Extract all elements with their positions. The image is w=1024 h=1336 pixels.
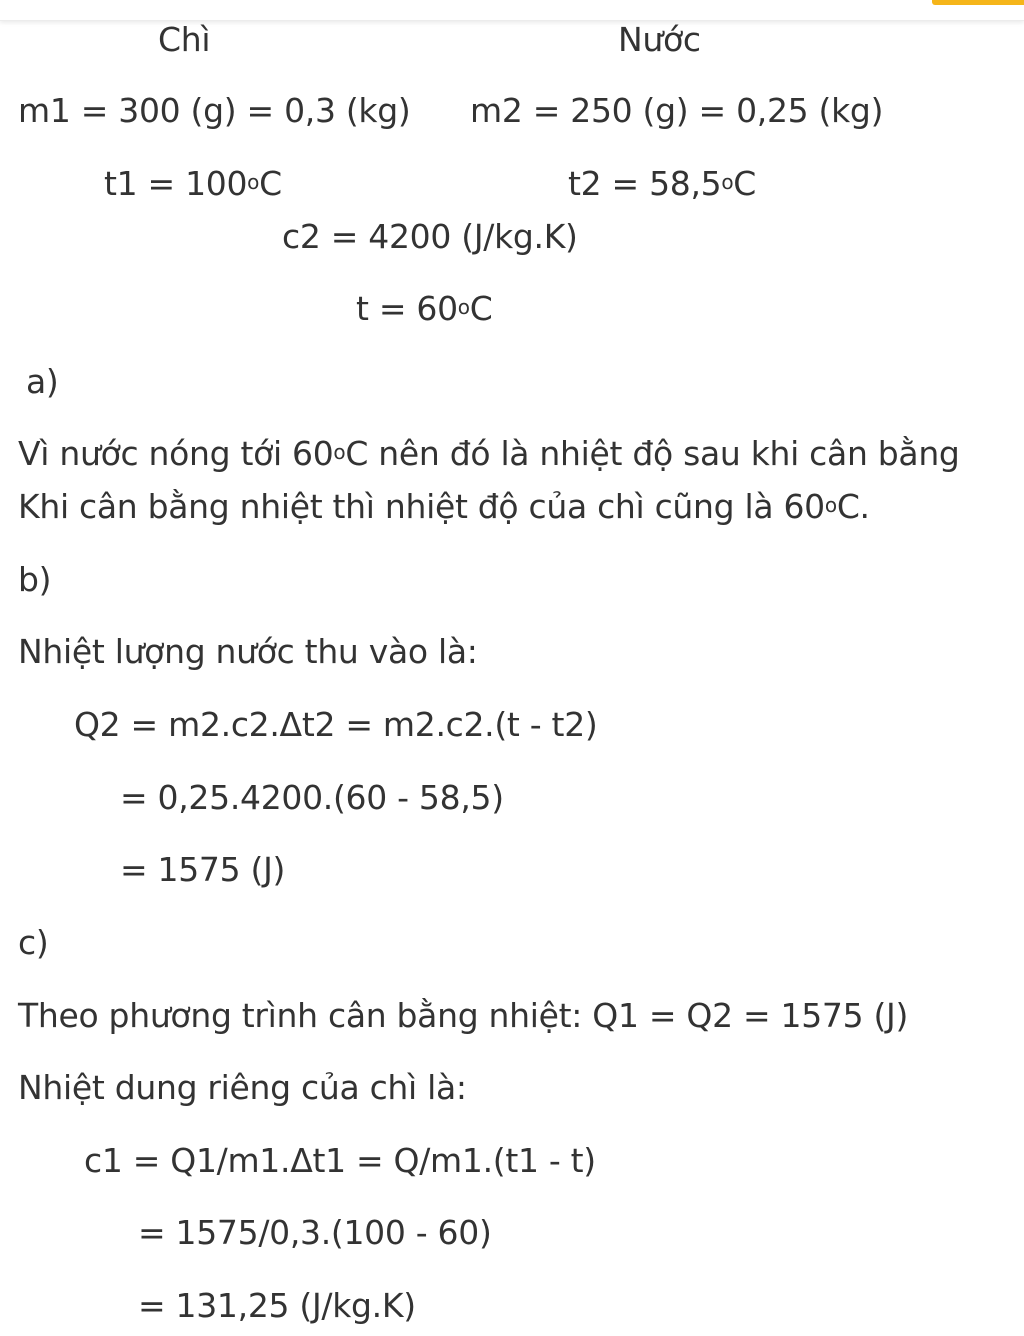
given-m1: m1 = 300 (g) = 0,3 (kg) — [18, 91, 411, 130]
degree-symbol: o — [457, 295, 470, 319]
column-label-water: Nước — [618, 20, 701, 59]
part-c-equation-3: = 131,25 (J/kg.K) — [138, 1286, 416, 1325]
degree-symbol: o — [721, 170, 734, 194]
top-bar-accent — [932, 0, 1024, 5]
part-b-equation-2: = 0,25.4200.(60 - 58,5) — [120, 778, 504, 817]
column-label-lead: Chì — [158, 20, 211, 59]
part-b-equation-1: Q2 = m2.c2.Δt2 = m2.c2.(t - t2) — [74, 705, 598, 744]
given-t-unit: C — [469, 289, 493, 328]
given-t1 — [104, 164, 282, 204]
given-t1-value: t1 = 100 — [104, 164, 248, 203]
part-c-intro: Nhiệt dung riêng của chì là: — [18, 1068, 467, 1107]
part-a-line-1-text: Vì nước nóng tới 60 — [18, 434, 334, 473]
given-m2: m2 = 250 (g) = 0,25 (kg) — [470, 91, 884, 130]
part-c-equation-1: c1 = Q1/m1.Δt1 = Q/m1.(t1 - t) — [84, 1141, 596, 1180]
part-c-equation-2: = 1575/0,3.(100 - 60) — [138, 1213, 492, 1252]
given-t-value: t = 60 — [356, 289, 458, 328]
top-bar — [0, 0, 1024, 21]
given-t — [356, 289, 492, 329]
part-a-line-2-text: Khi cân bằng nhiệt thì nhiệt độ của chì cũng là 60 — [18, 487, 825, 526]
part-c-balance: Theo phương trình cân bằng nhiệt: Q1 = Q2 = 1575 (J) — [18, 996, 909, 1035]
given-t2-value: t2 = 58,5 — [568, 164, 722, 203]
part-c-label: c) — [18, 923, 49, 962]
given-t2 — [568, 164, 756, 204]
given-t2-unit: C — [733, 164, 757, 203]
part-a-line-2-rest: C. — [836, 487, 870, 526]
given-t1-unit: C — [259, 164, 282, 203]
degree-symbol: o — [247, 170, 260, 194]
part-a-label: a) — [26, 362, 59, 401]
part-b-intro: Nhiệt lượng nước thu vào là: — [18, 632, 478, 671]
part-b-label: b) — [18, 560, 52, 599]
part-a-line-1 — [18, 434, 960, 474]
part-b-equation-3: = 1575 (J) — [120, 850, 286, 889]
degree-symbol: o — [824, 493, 837, 517]
degree-symbol: o — [333, 440, 346, 464]
given-c2: c2 = 4200 (J/kg.K) — [282, 217, 578, 256]
part-a-line-1-rest: C nên đó là nhiệt độ sau khi cân bằng — [345, 434, 960, 473]
part-a-line-2 — [18, 487, 870, 527]
